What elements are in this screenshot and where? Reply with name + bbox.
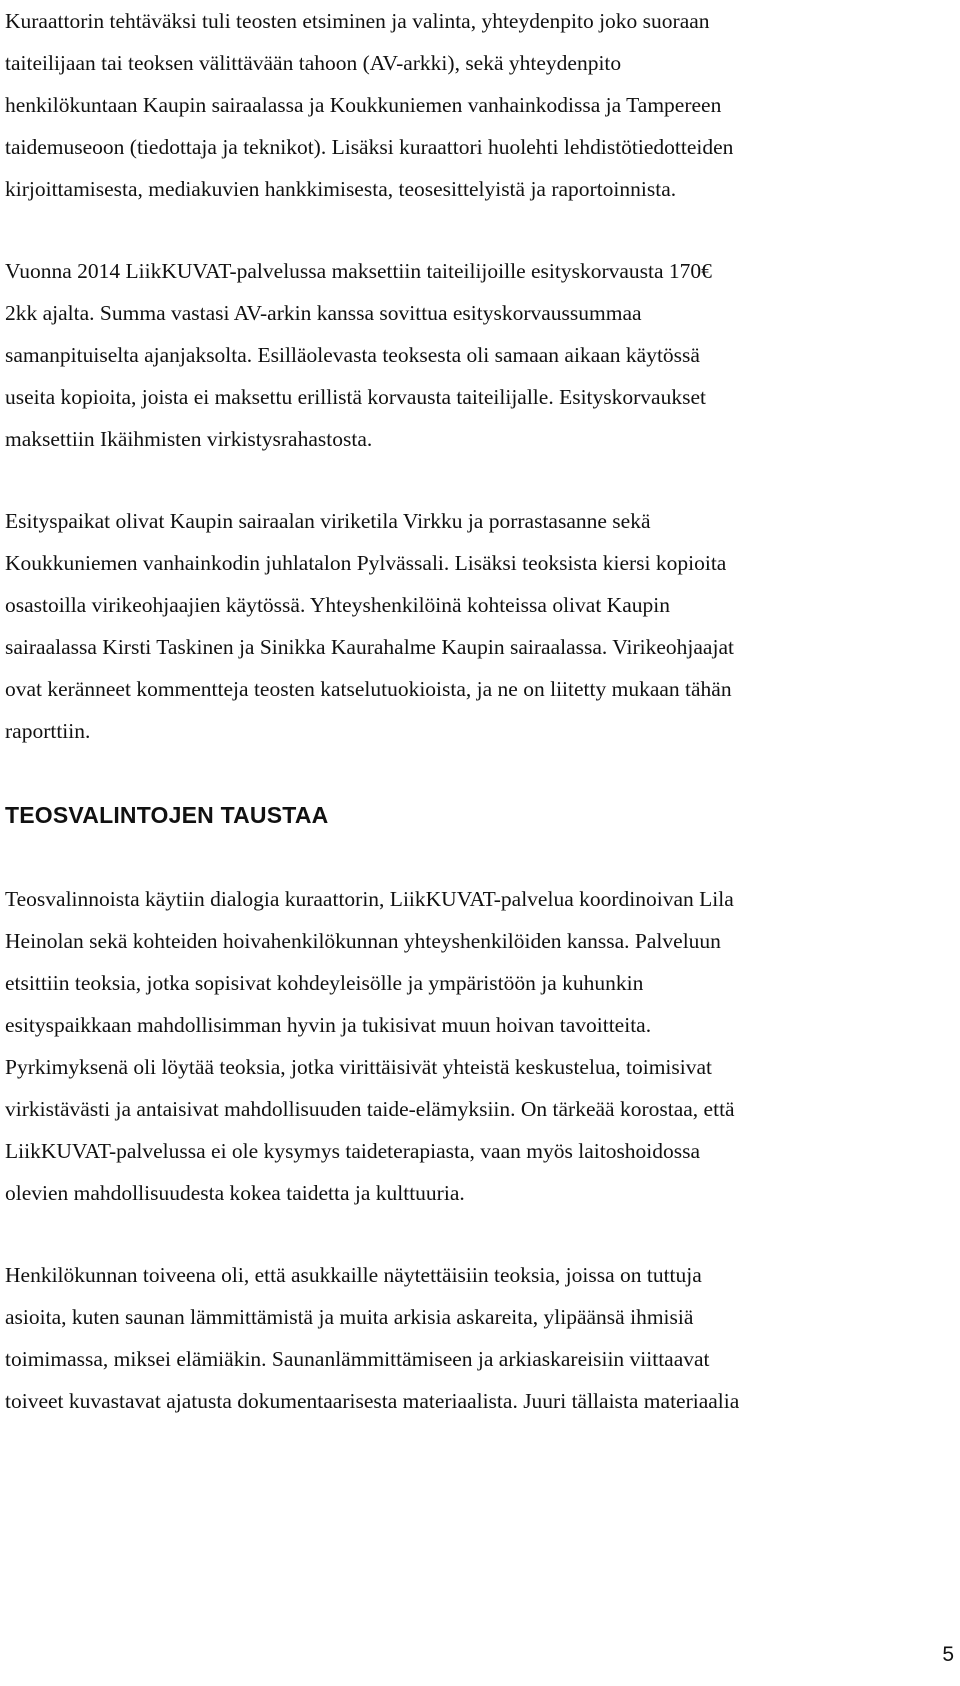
text-line: ovat keränneet kommentteja teosten katselutuokioista, ja ne on liitetty mukaan tähän (5, 677, 732, 701)
text-line: Esityspaikat olivat Kaupin sairaalan viriketila Virkku ja porrastasanne sekä (5, 509, 651, 533)
text-line: sairaalassa Kirsti Taskinen ja Sinikka Kaurahalme Kaupin sairaalassa. Virikeohjaajat (5, 635, 734, 659)
text-line: virkistävästi ja antaisivat mahdollisuuden taide-elämyksiin. On tärkeää korostaa, että (5, 1097, 735, 1121)
text-line: LiikKUVAT-palvelussa ei ole kysymys taideterapiasta, vaan myös laitoshoidossa (5, 1139, 701, 1163)
paragraph-fees (5, 250, 885, 460)
text-line: taiteilijaan tai teoksen välittävään tahoon (AV-arkki), sekä yhteydenpito (5, 51, 622, 75)
text-line: etsittiin teoksia, jotka sopisivat kohdeyleisölle ja ympäristöön ja kuhunkin (5, 971, 644, 995)
text-line: toiveet kuvastavat ajatusta dokumentaarisesta materiaalista. Juuri tällaista materiaalia (5, 1389, 740, 1413)
paragraph-gap (5, 752, 885, 794)
paragraph-curator-tasks (5, 0, 885, 210)
paragraph-selection-background (5, 878, 885, 1214)
text-line: toimimassa, miksei elämiäkin. Saunanlämmittämiseen ja arkiaskareisiin viittaavat (5, 1347, 710, 1371)
text-line: kirjoittamisesta, mediakuvien hankkimisesta, teosesittelyistä ja raportoinnista. (5, 177, 677, 201)
text-line: raporttiin. (5, 719, 91, 743)
page-number: 5 (942, 1643, 954, 1666)
text-line: maksettiin Ikäihmisten virkistysrahastosta. (5, 427, 373, 451)
text-line: osastoilla virikeohjaajien käytössä. Yhteyshenkilöinä kohteissa olivat Kaupin (5, 593, 670, 617)
paragraph-gap (5, 836, 885, 878)
text-line: asioita, kuten saunan lämmittämistä ja muita arkisia askareita, ylipäänsä ihmisiä (5, 1305, 694, 1329)
text-line: Teosvalinnoista käytiin dialogia kuraattorin, LiikKUVAT-palvelua koordinoivan Lila (5, 887, 734, 911)
paragraph-gap (5, 460, 885, 500)
paragraph-venues (5, 500, 885, 752)
text-line: esityspaikkaan mahdollisimman hyvin ja tukisivat muun hoivan tavoitteita. (5, 1013, 652, 1037)
text-line: 2kk ajalta. Summa vastasi AV-arkin kanssa sovittua esityskorvaussummaa (5, 301, 642, 325)
text-line: olevien mahdollisuudesta kokea taidetta ja kulttuuria. (5, 1181, 465, 1205)
section-heading: TEOSVALINTOJEN TAUSTAA (5, 802, 329, 828)
text-line: useita kopioita, joista ei maksettu erillistä korvausta taiteilijalle. Esityskorvaukset (5, 385, 706, 409)
text-line: Koukkuniemen vanhainkodin juhlatalon Pylvässali. Lisäksi teoksista kiersi kopioita (5, 551, 727, 575)
text-line: Pyrkimyksenä oli löytää teoksia, jotka virittäisivät yhteistä keskustelua, toimisivat (5, 1055, 712, 1079)
paragraph-staff-wishes (5, 1254, 885, 1422)
text-line: samanpituiselta ajanjaksolta. Esilläolevasta teoksesta oli samaan aikaan käytössä (5, 343, 700, 367)
text-line: Kuraattorin tehtäväksi tuli teosten etsiminen ja valinta, yhteydenpito joko suoraan (5, 9, 710, 33)
paragraph-gap (5, 1214, 885, 1254)
document-body (5, 0, 885, 1422)
text-line: taidemuseoon (tiedottaja ja teknikot). Lisäksi kuraattori huolehti lehdistötiedotteiden (5, 135, 734, 159)
text-line: Vuonna 2014 LiikKUVAT-palvelussa maksettiin taiteilijoille esityskorvausta 170€ (5, 259, 712, 283)
text-line: Heinolan sekä kohteiden hoivahenkilökunnan yhteyshenkilöiden kanssa. Palveluun (5, 929, 721, 953)
text-line: Henkilökunnan toiveena oli, että asukkaille näytettäisiin teoksia, joissa on tuttuja (5, 1263, 702, 1287)
paragraph-gap (5, 210, 885, 250)
text-line: henkilökuntaan Kaupin sairaalassa ja Koukkuniemen vanhainkodissa ja Tampereen (5, 93, 722, 117)
